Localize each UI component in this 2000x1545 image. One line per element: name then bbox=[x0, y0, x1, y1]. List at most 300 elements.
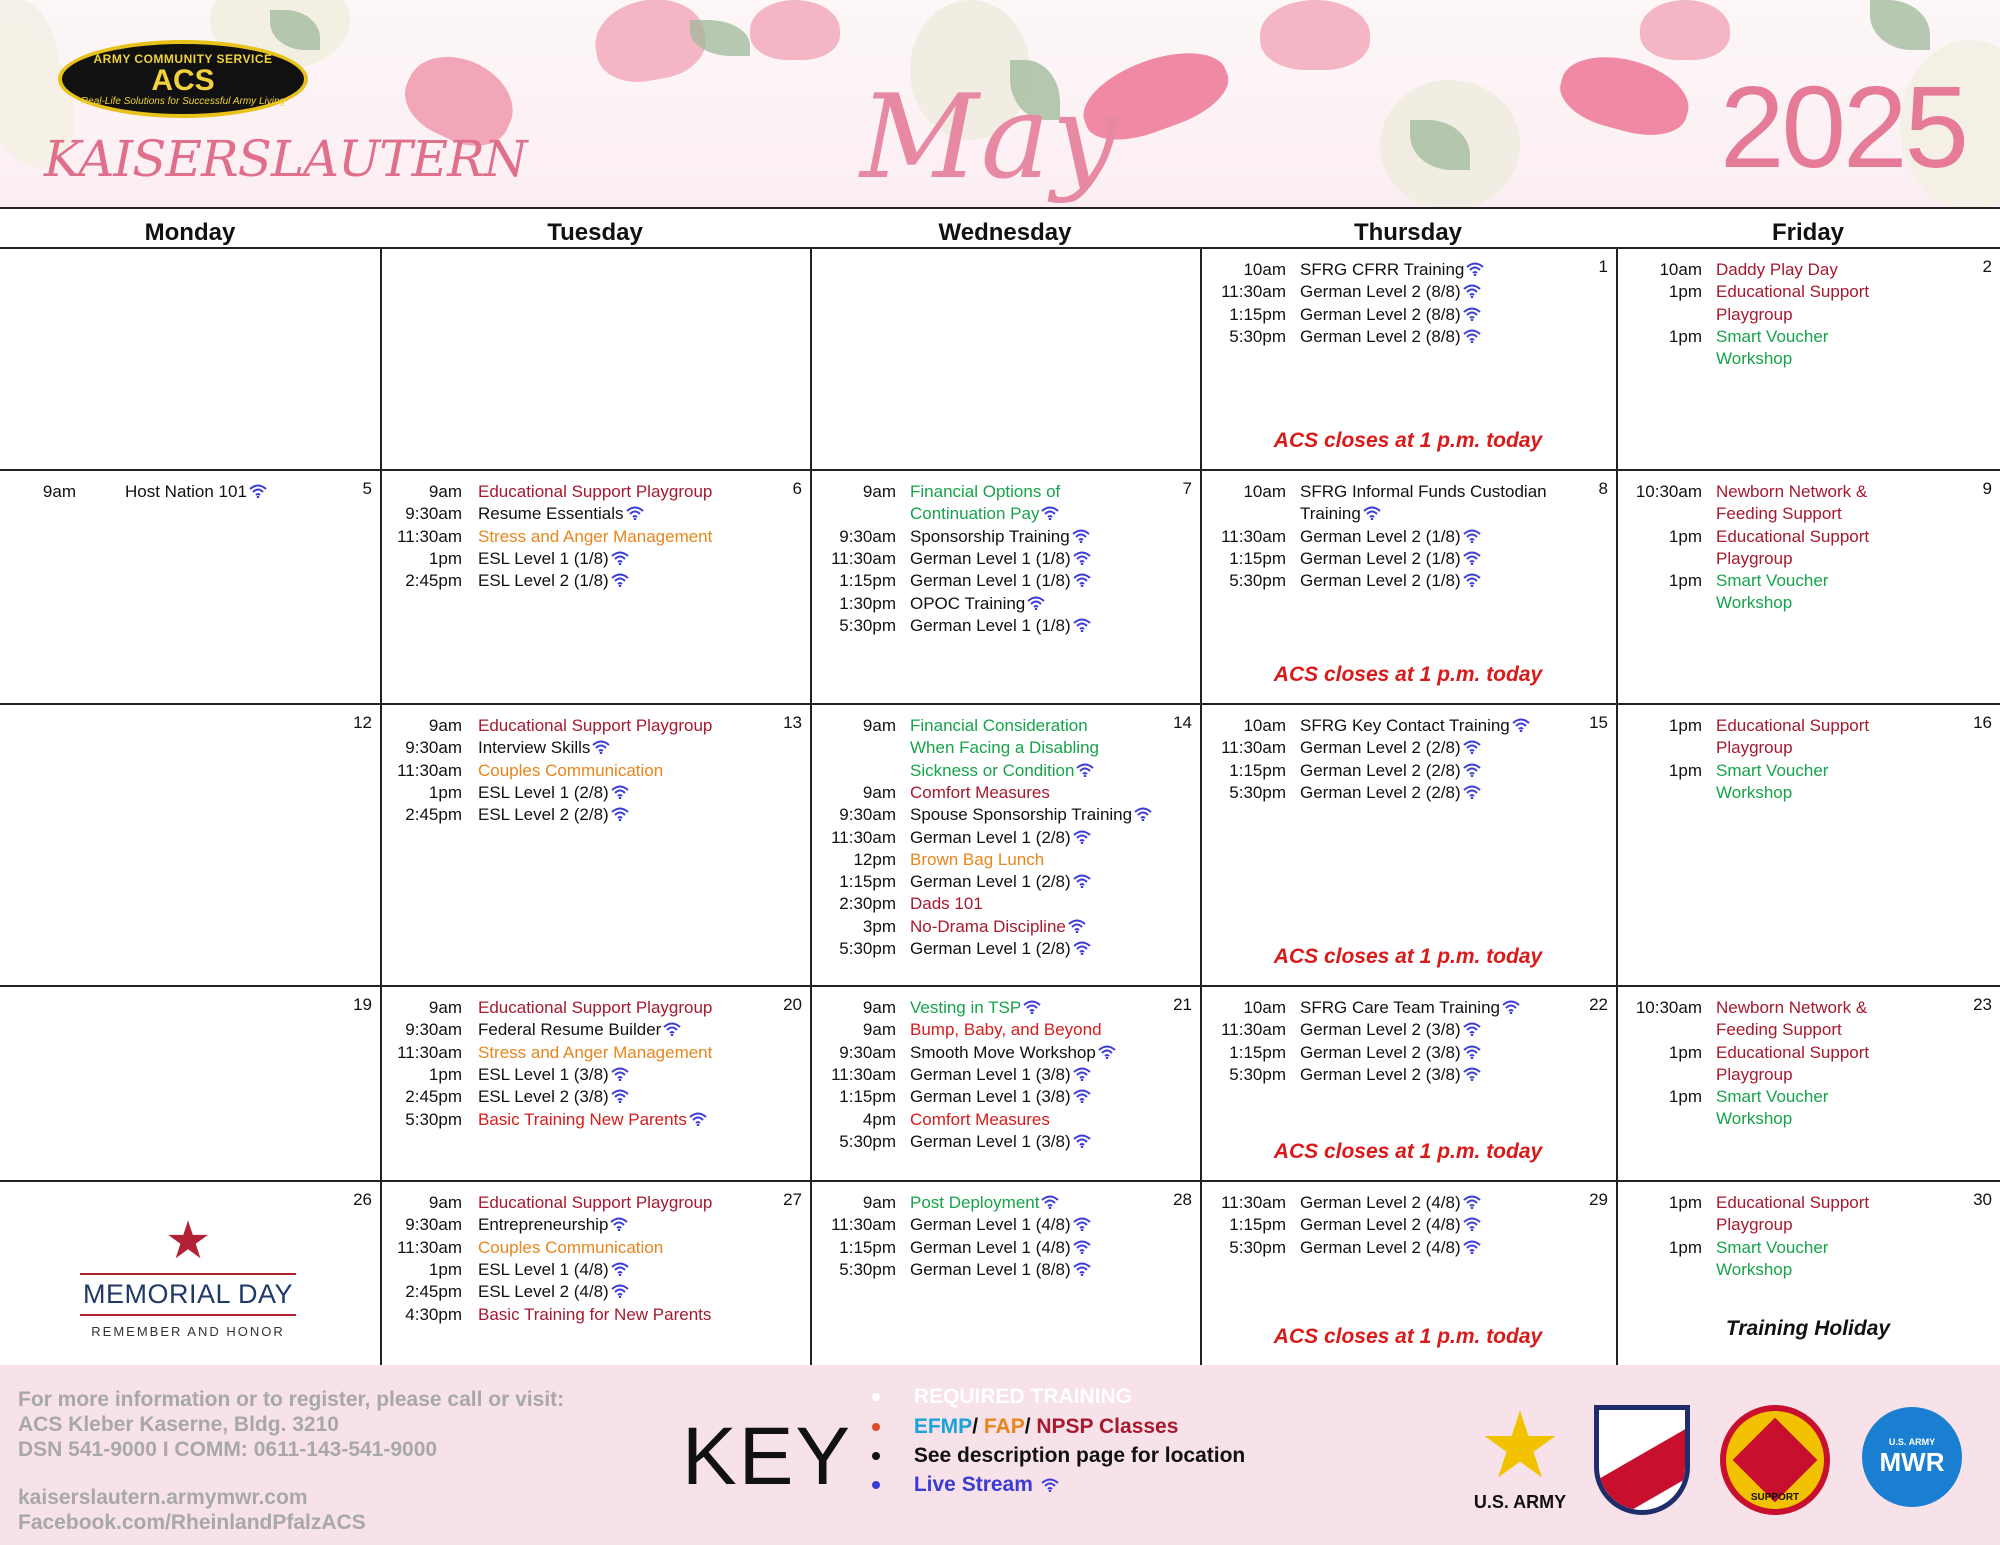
event-time: 5:30pm bbox=[1229, 1064, 1286, 1084]
live-stream-icon bbox=[1075, 761, 1095, 775]
event-name bbox=[478, 1237, 663, 1259]
event-name bbox=[1300, 326, 1482, 348]
event-time: 1:15pm bbox=[1229, 304, 1286, 324]
event-time: 1:15pm bbox=[839, 1237, 896, 1257]
event-time: 9am bbox=[862, 782, 896, 802]
acs-logo-tagline: Real-Life Solutions for Successful Army Living bbox=[80, 95, 286, 107]
event-name bbox=[1300, 570, 1482, 592]
live-stream-icon bbox=[1072, 549, 1092, 563]
event-time: 1pm bbox=[1668, 1042, 1702, 1062]
live-stream-icon bbox=[1072, 939, 1092, 953]
event-time: 5:30pm bbox=[405, 1109, 462, 1129]
live-stream-icon bbox=[1462, 761, 1482, 775]
event-time: 9am bbox=[42, 482, 76, 501]
event-name-text: Newborn Network & bbox=[1716, 482, 1868, 501]
event-name bbox=[478, 570, 630, 592]
calendar-cell bbox=[0, 985, 380, 1180]
event-name bbox=[478, 804, 630, 826]
facebook-link[interactable]: Facebook.com/RheinlandPfalzACS bbox=[18, 1511, 366, 1534]
event-time: 9:30am bbox=[405, 1215, 462, 1235]
event-name-text: Stress and Anger Management bbox=[478, 1042, 713, 1062]
memorial-day-subtitle: REMEMBER AND HONOR bbox=[91, 1324, 285, 1339]
calendar-cell bbox=[1616, 469, 2000, 703]
event-name bbox=[1716, 997, 1867, 1019]
day-number: 13 bbox=[783, 713, 802, 732]
live-stream-icon bbox=[1462, 527, 1482, 541]
event-name bbox=[1300, 997, 1521, 1019]
event-name-text: German Level 1 (2/8) bbox=[910, 939, 1071, 958]
event-name bbox=[478, 997, 712, 1019]
key-required-label: REQUIRED TRAINING bbox=[913, 1385, 1133, 1408]
event-time: 3pm bbox=[862, 916, 896, 936]
cannon-icon bbox=[1733, 1418, 1818, 1503]
event-time: 9:30am bbox=[405, 1020, 462, 1040]
event-name-text: Educational Support Playgroup bbox=[478, 716, 713, 735]
event-name-text: Host Nation 101 bbox=[125, 482, 247, 501]
calendar-cell bbox=[810, 985, 1200, 1180]
website-link[interactable]: kaiserslautern.armymwr.com bbox=[18, 1486, 308, 1509]
event-name bbox=[1300, 1064, 1482, 1086]
month-title: May bbox=[860, 70, 1120, 205]
live-stream-icon bbox=[1040, 504, 1060, 518]
event-name bbox=[478, 1109, 708, 1131]
event-time: 9:30am bbox=[405, 738, 462, 758]
event-time: 1:15pm bbox=[1229, 548, 1286, 568]
calendar-grid bbox=[0, 207, 2000, 1365]
live-stream-icon bbox=[1097, 1043, 1117, 1057]
event-name-text: German Level 1 (1/8) bbox=[910, 615, 1071, 635]
flower-decoration bbox=[750, 0, 840, 60]
calendar-cell bbox=[810, 469, 1200, 703]
event-name-text: German Level 2 (3/8) bbox=[1300, 1064, 1461, 1084]
event-name-text: Basic Training New Parents bbox=[478, 1109, 687, 1129]
live-stream-icon bbox=[1072, 571, 1092, 585]
acs-logo-main-text: ACS bbox=[151, 63, 215, 97]
event-name bbox=[1300, 1192, 1482, 1214]
day-number: 14 bbox=[1173, 713, 1192, 732]
event-time: 2:45pm bbox=[405, 571, 462, 591]
event-name-text: Sponsorship Training bbox=[910, 526, 1070, 546]
day-number: 16 bbox=[1973, 713, 1992, 732]
us-army-logo[interactable] bbox=[1470, 1395, 1570, 1520]
event-name bbox=[478, 1019, 682, 1041]
event-name-text: German Level 2 (8/8) bbox=[1300, 282, 1461, 302]
event-time: 1:30pm bbox=[839, 593, 896, 613]
calendar-cell bbox=[1200, 703, 1616, 985]
event-name bbox=[1300, 1042, 1482, 1064]
event-name-text: Entrepreneurship bbox=[478, 1215, 609, 1235]
live-stream-icon bbox=[1462, 783, 1482, 797]
event-name bbox=[1716, 548, 1793, 570]
event-name bbox=[910, 615, 1092, 637]
event-name bbox=[1716, 737, 1793, 759]
event-name-text: Daddy Play Day bbox=[1716, 260, 1838, 279]
event-name bbox=[1716, 1108, 1792, 1130]
key-fap-label: FAP bbox=[983, 1415, 1025, 1438]
calendar-cell bbox=[380, 985, 810, 1180]
live-stream-icon bbox=[1462, 1065, 1482, 1079]
event-name-text: OPOC Training bbox=[910, 593, 1026, 613]
live-stream-icon bbox=[1462, 1238, 1482, 1252]
event-name bbox=[910, 1214, 1092, 1236]
day-number: 26 bbox=[353, 1190, 372, 1209]
event-name bbox=[1716, 570, 1828, 592]
shield-chevron bbox=[1594, 1415, 1690, 1515]
event-name bbox=[1716, 259, 1838, 281]
calendar-cell bbox=[1200, 469, 1616, 703]
flower-decoration bbox=[1640, 0, 1730, 60]
event-name-text: German Level 2 (1/8) bbox=[1300, 548, 1461, 568]
event-name-text: ESL Level 2 (2/8) bbox=[478, 805, 609, 825]
event-time: 1:15pm bbox=[1229, 1042, 1286, 1062]
event-name bbox=[1300, 304, 1482, 326]
event-name-text: When Facing a Disabling bbox=[910, 738, 1099, 758]
event-time: 9:30am bbox=[405, 504, 462, 524]
event-name-text: Couples Communication bbox=[478, 760, 664, 780]
event-time: 11:30am bbox=[1221, 526, 1286, 546]
calendar-cell bbox=[380, 1180, 810, 1365]
event-name-text: Couples Communication bbox=[478, 1237, 664, 1257]
event-name-text: Feeding Support bbox=[1716, 504, 1842, 524]
event-time: 9am bbox=[428, 998, 462, 1017]
event-name bbox=[1300, 281, 1482, 303]
event-name-text: German Level 1 (2/8) bbox=[910, 827, 1071, 847]
event-name-text: Smooth Move Workshop bbox=[910, 1042, 1096, 1062]
event-name bbox=[910, 938, 1092, 960]
event-time: 1pm bbox=[1668, 716, 1702, 735]
day-number: 7 bbox=[1182, 479, 1192, 498]
event-name bbox=[1716, 760, 1828, 782]
event-name-text: No-Drama Discipline bbox=[910, 916, 1066, 936]
closure-notice: ACS closes at 1 p.m. today bbox=[1273, 429, 1543, 452]
day-number: 28 bbox=[1173, 1190, 1192, 1209]
event-time: 11:30am bbox=[397, 760, 462, 780]
info-line: For more information or to register, please call or visit: bbox=[18, 1388, 565, 1411]
calendar-cell bbox=[0, 247, 380, 469]
live-stream-icon bbox=[1072, 1065, 1092, 1079]
event-name-text: Stress and Anger Management bbox=[478, 526, 713, 546]
live-stream-icon bbox=[1462, 1215, 1482, 1229]
event-name-text: Workshop bbox=[1716, 349, 1793, 369]
event-name-text: German Level 2 (4/8) bbox=[1300, 1237, 1461, 1257]
key-npsp-label: NPSP Classes bbox=[1036, 1415, 1179, 1438]
event-time: 9am bbox=[862, 716, 896, 735]
event-time: 9am bbox=[862, 998, 896, 1017]
event-name-text: Feeding Support bbox=[1716, 1020, 1842, 1040]
event-name bbox=[1716, 592, 1792, 614]
army-label: U.S. ARMY bbox=[1473, 1492, 1567, 1512]
day-number: 5 bbox=[362, 479, 372, 498]
event-name bbox=[1300, 526, 1482, 548]
event-name bbox=[910, 1042, 1117, 1064]
live-stream-icon bbox=[1022, 998, 1042, 1012]
closure-notice: ACS closes at 1 p.m. today bbox=[1273, 663, 1543, 686]
info-line: DSN 541-9000 I COMM: 0611-143-541-9000 bbox=[18, 1438, 438, 1461]
flower-decoration bbox=[589, 0, 711, 89]
event-name bbox=[1716, 503, 1842, 525]
event-name-text: Financial Options of bbox=[910, 482, 1061, 501]
day-number: 12 bbox=[353, 713, 372, 732]
imcom-shield-icon[interactable] bbox=[1594, 1405, 1690, 1515]
event-time: 5:30pm bbox=[839, 939, 896, 958]
event-time: 1pm bbox=[428, 1064, 462, 1084]
memorial-day-title: MEMORIAL DAY bbox=[80, 1273, 296, 1316]
installation-support-badge[interactable] bbox=[1720, 1405, 1830, 1515]
event-name-text: Bump, Baby, and Beyond bbox=[910, 1020, 1102, 1040]
day-number: 9 bbox=[1982, 479, 1992, 498]
memorial-day-graphic bbox=[80, 1212, 296, 1339]
event-name-text: Smart Voucher bbox=[1716, 571, 1829, 591]
event-name bbox=[1300, 782, 1482, 804]
key-class-types bbox=[872, 1415, 1178, 1439]
event-name bbox=[1716, 1192, 1869, 1214]
event-name bbox=[478, 715, 712, 737]
event-name-text: Smart Voucher bbox=[1716, 760, 1829, 780]
event-time: 10am bbox=[1659, 260, 1702, 279]
event-time: 11:30am bbox=[397, 1237, 462, 1257]
closure-notice: ACS closes at 1 p.m. today bbox=[1273, 1140, 1543, 1163]
event-time: 1:15pm bbox=[839, 1087, 896, 1107]
star-icon: ★ bbox=[1478, 1395, 1562, 1497]
event-name-text: German Level 1 (3/8) bbox=[910, 1087, 1071, 1107]
event-time: 1pm bbox=[1668, 1193, 1702, 1212]
event-name bbox=[1300, 737, 1482, 759]
event-name bbox=[1300, 1237, 1482, 1259]
event-name-text: Educational Support Playgroup bbox=[478, 1193, 713, 1212]
event-time: 9am bbox=[428, 482, 462, 501]
event-time: 1pm bbox=[428, 1259, 462, 1279]
event-name-text: Comfort Measures bbox=[910, 1109, 1050, 1129]
calendar-cell bbox=[1200, 1180, 1616, 1365]
live-stream-icon bbox=[1026, 594, 1046, 608]
live-stream-icon bbox=[1133, 805, 1153, 819]
event-name bbox=[478, 1064, 630, 1086]
day-number: 15 bbox=[1589, 713, 1608, 732]
calendar-cell bbox=[1200, 247, 1616, 469]
event-name-text: German Level 2 (4/8) bbox=[1300, 1215, 1461, 1235]
event-time: 9am bbox=[428, 1193, 462, 1212]
event-name-text: German Level 1 (8/8) bbox=[910, 1259, 1071, 1279]
bullet-icon bbox=[872, 1481, 880, 1489]
event-name bbox=[478, 1042, 712, 1064]
calendar-cell bbox=[0, 703, 380, 985]
event-name-text: Continuation Pay bbox=[910, 504, 1040, 524]
calendar-cell bbox=[1616, 985, 2000, 1180]
event-time: 5:30pm bbox=[1229, 326, 1286, 346]
event-name-text: Sickness or Condition bbox=[910, 760, 1075, 780]
event-time: 5:30pm bbox=[1229, 1237, 1286, 1257]
live-stream-icon bbox=[1072, 872, 1092, 886]
event-name bbox=[910, 1237, 1092, 1259]
event-name-text: Training bbox=[1300, 504, 1361, 524]
event-time: 1pm bbox=[1668, 760, 1702, 780]
event-name-text: Spouse Sponsorship Training bbox=[910, 805, 1133, 825]
event-time: 4:30pm bbox=[405, 1304, 462, 1324]
live-stream-icon bbox=[591, 738, 611, 752]
event-name-text: Playgroup bbox=[1716, 1064, 1793, 1084]
event-time: 9:30am bbox=[839, 526, 896, 546]
live-stream-icon bbox=[1511, 716, 1531, 730]
event-name bbox=[910, 827, 1092, 849]
event-name bbox=[478, 1192, 712, 1214]
event-name bbox=[1716, 348, 1792, 370]
event-name-text: German Level 1 (4/8) bbox=[910, 1215, 1071, 1235]
live-stream-icon bbox=[1072, 616, 1092, 630]
calendar-cell bbox=[0, 469, 380, 703]
event-name bbox=[910, 916, 1087, 938]
event-time: 11:30am bbox=[831, 1064, 896, 1084]
day-number: 20 bbox=[783, 995, 802, 1014]
event-time: 10:30am bbox=[1635, 998, 1702, 1017]
event-name bbox=[125, 481, 268, 503]
live-stream-icon bbox=[688, 1110, 708, 1124]
day-header-thursday: Thursday bbox=[1353, 219, 1463, 246]
event-time: 10am bbox=[1243, 260, 1286, 279]
calendar-cell bbox=[1616, 247, 2000, 469]
event-time: 11:30am bbox=[1221, 738, 1286, 758]
calendar-cell bbox=[380, 247, 810, 469]
event-name bbox=[910, 1259, 1092, 1281]
event-time: 5:30pm bbox=[839, 615, 896, 635]
event-name bbox=[910, 1019, 1102, 1041]
event-name-text: German Level 2 (4/8) bbox=[1300, 1193, 1461, 1212]
live-stream-icon bbox=[1462, 1043, 1482, 1057]
key-location bbox=[872, 1444, 1245, 1468]
mwr-top-label: U.S. ARMY bbox=[1888, 1436, 1936, 1447]
event-name bbox=[910, 1064, 1092, 1086]
live-stream-icon bbox=[1362, 504, 1382, 518]
event-name-text: German Level 2 (2/8) bbox=[1300, 738, 1461, 758]
event-name bbox=[478, 1281, 630, 1303]
live-stream-icon bbox=[248, 482, 268, 496]
event-name-text: SFRG Care Team Training bbox=[1300, 998, 1500, 1017]
day-number: 23 bbox=[1973, 995, 1992, 1014]
event-name-text: German Level 2 (1/8) bbox=[1300, 526, 1461, 546]
event-name-text: German Level 2 (2/8) bbox=[1300, 760, 1461, 780]
event-name bbox=[478, 526, 712, 548]
event-time: 5:30pm bbox=[1229, 571, 1286, 591]
event-name bbox=[478, 503, 645, 525]
event-name-text: German Level 1 (1/8) bbox=[910, 548, 1071, 568]
closure-notice: ACS closes at 1 p.m. today bbox=[1273, 1325, 1543, 1348]
event-time: 11:30am bbox=[831, 827, 896, 847]
event-name-text: Vesting in TSP bbox=[910, 998, 1022, 1017]
event-name bbox=[478, 481, 712, 503]
live-stream-icon bbox=[610, 1065, 630, 1079]
event-name-text: Resume Essentials bbox=[478, 504, 624, 524]
calendar-cell bbox=[810, 703, 1200, 985]
key-title: KEY bbox=[682, 1411, 853, 1502]
event-time: 1:15pm bbox=[1229, 760, 1286, 780]
event-time: 11:30am bbox=[1221, 1193, 1286, 1212]
event-name bbox=[478, 1304, 711, 1326]
event-name-text: German Level 2 (2/8) bbox=[1300, 782, 1461, 802]
bullet-icon bbox=[872, 1423, 880, 1431]
acs-logo[interactable] bbox=[58, 40, 308, 118]
calendar-cell bbox=[810, 1180, 1200, 1365]
event-time: 9:30am bbox=[839, 805, 896, 825]
event-name-text: Federal Resume Builder bbox=[478, 1020, 662, 1040]
mwr-label: MWR bbox=[1879, 1446, 1945, 1477]
footer bbox=[0, 1365, 2000, 1545]
live-stream-icon bbox=[1462, 1193, 1482, 1207]
event-time: 11:30am bbox=[397, 1042, 462, 1062]
event-name-text: Educational Support bbox=[1716, 282, 1870, 302]
event-name-text: Playgroup bbox=[1716, 1215, 1793, 1235]
event-name-text: German Level 2 (8/8) bbox=[1300, 304, 1461, 324]
event-name bbox=[1300, 481, 1547, 503]
event-name-text: Workshop bbox=[1716, 1259, 1793, 1279]
event-name bbox=[910, 593, 1046, 615]
support-label: SUPPORT bbox=[1750, 1492, 1800, 1503]
live-stream-icon bbox=[1072, 1087, 1092, 1101]
event-name-text: Playgroup bbox=[1716, 738, 1793, 758]
event-name bbox=[1716, 1214, 1793, 1236]
live-stream-icon bbox=[1067, 917, 1087, 931]
acs-logo-top-text: ARMY COMMUNITY SERVICE bbox=[93, 51, 273, 66]
event-time: 5:30pm bbox=[839, 1131, 896, 1151]
event-name-text: Brown Bag Lunch bbox=[910, 849, 1045, 869]
slash: / bbox=[972, 1415, 984, 1438]
day-number: 19 bbox=[353, 995, 372, 1014]
day-header-friday: Friday bbox=[1771, 219, 1845, 246]
event-name-text: Smart Voucher bbox=[1716, 1237, 1829, 1257]
event-name bbox=[478, 737, 611, 759]
mwr-logo[interactable] bbox=[1862, 1407, 1962, 1507]
city-title: KAISERSLAUTERN bbox=[44, 130, 527, 188]
key-live-stream bbox=[872, 1473, 1060, 1497]
event-name-text: ESL Level 2 (1/8) bbox=[478, 571, 609, 591]
bullet-icon bbox=[872, 1393, 880, 1401]
live-stream-icon bbox=[1072, 1132, 1092, 1146]
event-name bbox=[1716, 304, 1793, 326]
event-name bbox=[910, 1109, 1050, 1131]
day-header-tuesday: Tuesday bbox=[547, 219, 643, 246]
event-name-text: Workshop bbox=[1716, 782, 1793, 802]
live-stream-icon bbox=[1462, 327, 1482, 341]
event-time: 4pm bbox=[862, 1109, 896, 1129]
day-header-wednesday: Wednesday bbox=[938, 219, 1072, 246]
event-name-text: SFRG Informal Funds Custodian bbox=[1300, 482, 1547, 501]
event-time: 5:30pm bbox=[839, 1259, 896, 1279]
event-time: 9am bbox=[862, 482, 896, 501]
key-location-label: See description page for location bbox=[913, 1444, 1246, 1467]
event-name-text: Educational Support bbox=[1716, 526, 1870, 546]
live-stream-icon bbox=[1071, 527, 1091, 541]
event-name bbox=[1716, 1237, 1828, 1259]
live-stream-icon bbox=[1072, 1215, 1092, 1229]
info-line: ACS Kleber Kaserne, Bldg. 3210 bbox=[18, 1413, 339, 1436]
event-name bbox=[1300, 760, 1482, 782]
event-time: 1pm bbox=[1668, 526, 1702, 546]
event-name-text: Financial Consideration bbox=[910, 716, 1088, 735]
event-name bbox=[1716, 281, 1869, 303]
event-time: 10am bbox=[1243, 482, 1286, 501]
event-time: 1:15pm bbox=[839, 872, 896, 892]
event-time: 9am bbox=[428, 716, 462, 735]
year-title: 2025 bbox=[1720, 62, 1967, 192]
key-live-label: Live Stream bbox=[913, 1473, 1033, 1496]
key-required-training bbox=[872, 1385, 1132, 1409]
event-name-text: Interview Skills bbox=[478, 738, 591, 758]
event-time: 11:30am bbox=[831, 548, 896, 568]
event-name-text: ESL Level 2 (4/8) bbox=[478, 1282, 609, 1302]
event-name bbox=[910, 715, 1088, 737]
event-name bbox=[910, 548, 1092, 570]
event-time: 2:45pm bbox=[405, 805, 462, 825]
event-name-text: Post Deployment bbox=[910, 1193, 1040, 1212]
event-name bbox=[478, 782, 630, 804]
